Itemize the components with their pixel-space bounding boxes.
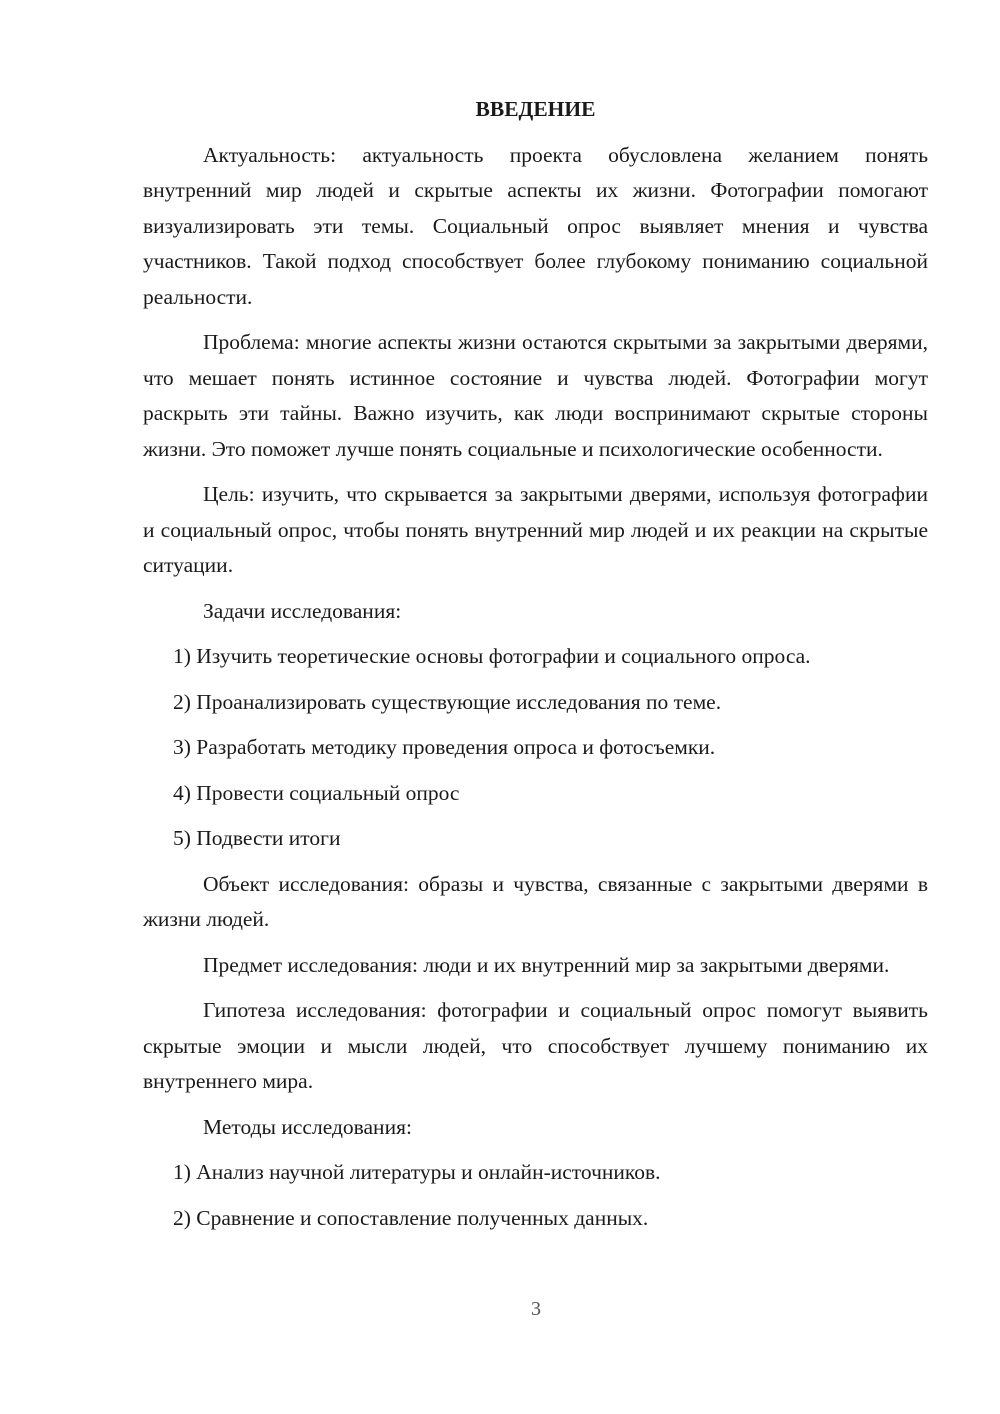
method-item-2: 2) Сравнение и сопоставление полученных данных. — [173, 1205, 649, 1230]
methods-list — [143, 1155, 928, 1236]
tasks-heading: Задачи исследования: — [203, 598, 402, 623]
method-item-1: 1) Анализ научной литературы и онлайн-источников. — [173, 1160, 661, 1184]
goal-paragraph: Цель: изучить, что скрывается за закрытыми дверями, используя фотографии и социальный опрос, чтобы понять внутренний мир людей и их реакции на скрытые ситуации. — [143, 482, 928, 577]
object-paragraph: Объект исследования: образы и чувства, связанные с закрытыми дверями в жизни людей. — [143, 871, 928, 931]
page-content — [143, 92, 928, 1246]
problem-paragraph: Проблема: многие аспекты жизни остаются скрытыми за закрытыми дверями, что мешает понять истинное состояние и чувства людей. Фотографии могут раскрыть эти тайны. Важно изучить, как люди воспринимают скрытые стороны жизни. Это поможет лучше понять социальные и психологические особенности. — [143, 330, 928, 461]
page-title: ВВЕДЕНИЕ — [475, 97, 596, 121]
task-item-1: 1) Изучить теоретические основы фотографии и социального опроса. — [173, 644, 811, 668]
task-item-3: 3) Разработать методику проведения опроса и фотосъемки. — [173, 735, 716, 759]
subject-paragraph: Предмет исследования: люди и их внутренний мир за закрытыми дверями. — [203, 952, 890, 977]
hypothesis-paragraph: Гипотеза исследования: фотографии и социальный опрос помогут выявить скрытые эмоции и мысли людей, что способствует лучшему пониманию их внутреннего мира. — [143, 998, 928, 1093]
task-item-5: 5) Подвести итоги — [173, 826, 341, 850]
relevance-paragraph: Актуальность: актуальность проекта обусловлена желанием понять внутренний мир людей и скрытые аспекты их жизни. Фотографии помогают визуализировать эти темы. Социальный опрос выявляет мнения и чувства участников. Такой подход способствует более глубокому пониманию социальной реальности. — [143, 142, 928, 309]
tasks-list — [143, 639, 928, 857]
page-number: 3 — [531, 1298, 541, 1320]
task-item-2: 2) Проанализировать существующие исследования по теме. — [173, 689, 722, 714]
task-item-4: 4) Провести социальный опрос — [173, 780, 460, 805]
methods-heading: Методы исследования: — [203, 1114, 412, 1139]
